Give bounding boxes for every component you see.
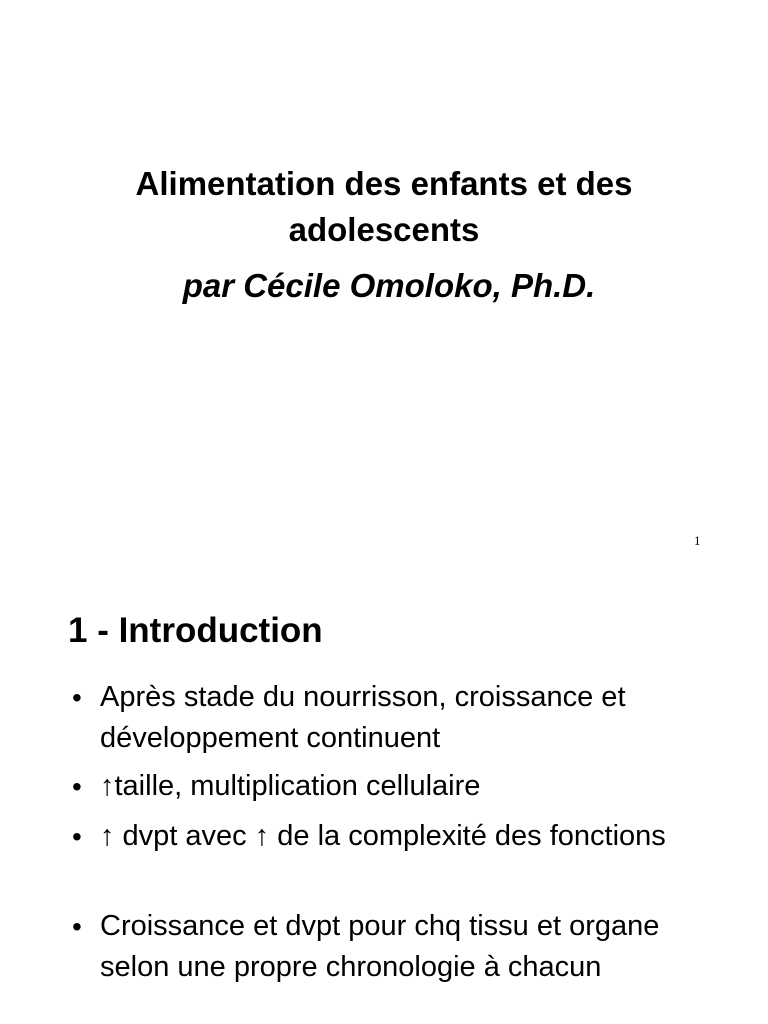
bullet-text: Après stade du nourrisson, croissance et développement continuent <box>100 681 626 754</box>
section-heading: 1 - Introduction <box>68 611 323 650</box>
bullet-icon: • <box>72 821 82 852</box>
slide-title-line-1: Alimentation des enfants et des <box>135 165 633 202</box>
bullet-text: ↑taille, multiplication cellulaire <box>100 770 481 802</box>
page-number: 1 <box>694 533 701 548</box>
bullet-icon: • <box>72 682 82 713</box>
introduction-slide <box>0 533 768 1024</box>
bullet-icon: • <box>72 771 82 802</box>
bullet-icon: • <box>72 911 82 942</box>
slide-title-line-2: adolescents <box>288 211 480 248</box>
bullet-text: ↑ dvpt avec ↑ de la complexité des fonctions <box>100 820 666 852</box>
slide-author: par Cécile Omoloko, Ph.D. <box>182 267 596 304</box>
bullet-text: Croissance et dvpt pour chq tissu et organe selon une propre chronologie à chacun <box>100 910 660 983</box>
